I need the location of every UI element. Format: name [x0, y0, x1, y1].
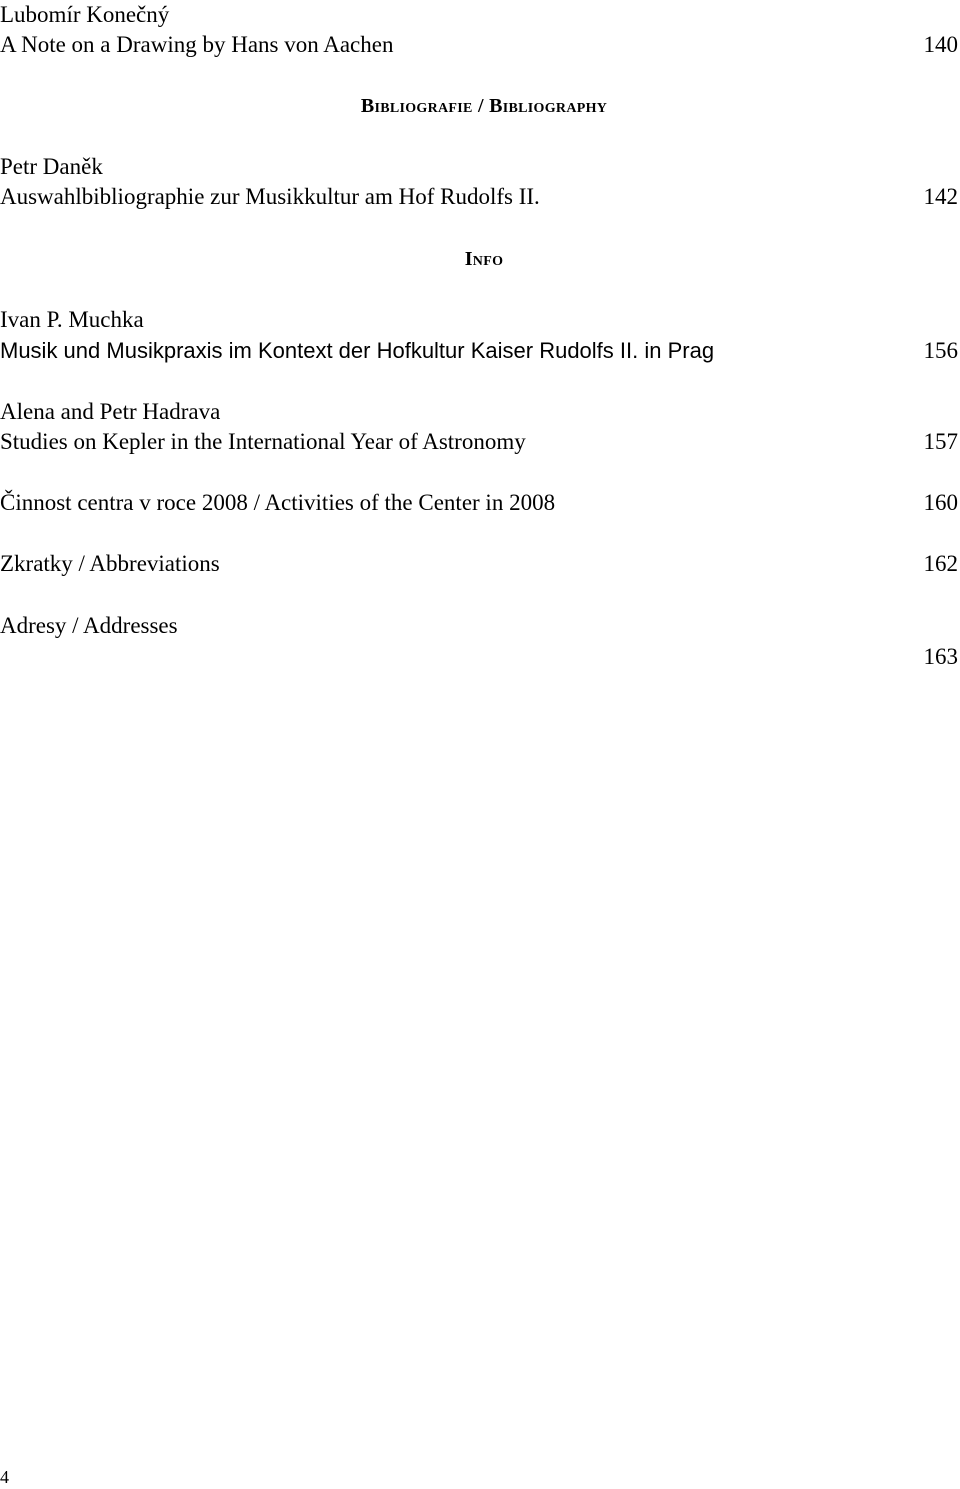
entry-author: Ivan P. Muchka [0, 307, 144, 332]
entry-author: Lubomír Konečný [0, 2, 170, 27]
entry-page-number: 160 [923, 490, 958, 515]
entry-title: Musik und Musikpraxis im Kontext der Hofkultur Kaiser Rudolfs II. in Prag [0, 338, 715, 363]
entry-page-number: 157 [923, 429, 958, 454]
entry-title: Zkratky / Abbreviations [0, 551, 220, 576]
entry-title: Studies on Kepler in the International Year of Astronomy [0, 429, 526, 454]
entry-title: Činnost centra v roce 2008 / Activities of the Center in 2008 [0, 490, 556, 515]
entry-page-number: 156 [923, 338, 958, 363]
page-folio-number: 4 [0, 1467, 9, 1487]
entry-page-number: 140 [923, 32, 958, 57]
entry-title: A Note on a Drawing by Hans von Aachen [0, 32, 394, 57]
entry-author: Petr Daněk [0, 154, 103, 179]
entry-title: Auswahlbibliographie zur Musikkultur am Hof Rudolfs II. [0, 184, 540, 209]
section-heading-bibliography: Bibliografie / Bibliography [360, 95, 608, 117]
entry-page-number: 142 [923, 184, 958, 209]
entry-author: Alena and Petr Hadrava [0, 399, 221, 424]
entry-page-number: 162 [923, 551, 958, 576]
section-heading-info: Info [464, 248, 504, 270]
entry-title: Adresy / Addresses [0, 613, 178, 638]
entry-page-number: 163 [923, 644, 958, 669]
